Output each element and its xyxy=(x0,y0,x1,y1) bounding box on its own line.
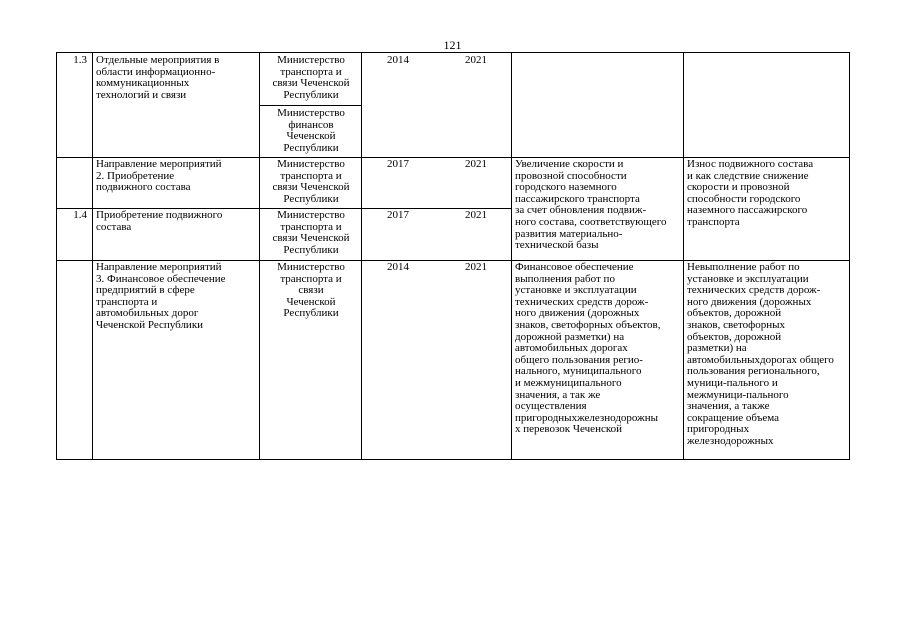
table-divider xyxy=(259,53,260,459)
table-divider xyxy=(511,53,512,459)
table-divider xyxy=(259,105,361,106)
expected-result: Увеличение скорости и провозной способности городского наземного пассажирского транспорта за счет обновления подвиж- ного состава, соответствующего развития материально- технической базы xyxy=(515,158,667,252)
measure-name: Направление мероприятий 2. Приобретение подвижного состава xyxy=(96,158,222,194)
measure-name: Приобретение подвижного состава xyxy=(96,209,223,233)
end-year: 2021 xyxy=(465,209,487,221)
executor: Министерство транспорта и связи Чеченской Республики xyxy=(277,261,345,320)
start-year: 2014 xyxy=(387,54,409,66)
end-year: 2021 xyxy=(465,158,487,170)
risk-consequence: Невыполнение работ по установке и эксплуатации технических средств дорож- ного движения (дорожных объектов, дорожной знаков, светофорных объектов, дорожной разметки) на автомобильныхдорогах общего пользования регионального, муници-пального и межмуници-пального значения, а также сокращение объема пригородных железнодорожных xyxy=(687,261,834,447)
measure-name: Направление мероприятий 3. Финансовое обеспечение предприятий в сфере транспорта и автомобильных дорог Чеченской Республики xyxy=(96,261,226,331)
executor: Министерство финансов Чеченской Республики xyxy=(277,107,345,154)
start-year: 2017 xyxy=(387,158,409,170)
row-number: 1.3 xyxy=(73,54,87,66)
expected-result: Финансовое обеспечение выполнения работ по установке и эксплуатации технических средств дорож- ного движения (дорожных знаков, светофорных объектов, дорожной разметки) на автомобильных дорогах общего пользования регио- нального, муниципального и межмуниципального значения, а так же осуществления пригородныхжелезнодорожны х перевозок Чеченской xyxy=(515,261,661,436)
table-divider xyxy=(683,53,684,459)
measures-table xyxy=(56,52,850,460)
start-year: 2017 xyxy=(387,209,409,221)
measure-name: Отдельные мероприятия в области информационно- коммуникационных технологий и связи xyxy=(96,54,220,101)
end-year: 2021 xyxy=(465,261,487,273)
start-year: 2014 xyxy=(387,261,409,273)
end-year: 2021 xyxy=(465,54,487,66)
executor: Министерство транспорта и связи Чеченской Республики xyxy=(272,158,350,205)
page-number: 121 xyxy=(443,38,462,52)
risk-consequence: Износ подвижного состава и как следствие снижение скорости и провозной способности городского наземного пассажирского транспорта xyxy=(687,158,814,228)
table-divider xyxy=(92,53,93,459)
executor: Министерство транспорта и связи Чеченской Республики xyxy=(272,209,350,256)
executor: Министерство транспорта и связи Чеченской Республики xyxy=(272,54,350,101)
table-divider xyxy=(361,53,362,459)
row-number: 1.4 xyxy=(73,209,87,221)
